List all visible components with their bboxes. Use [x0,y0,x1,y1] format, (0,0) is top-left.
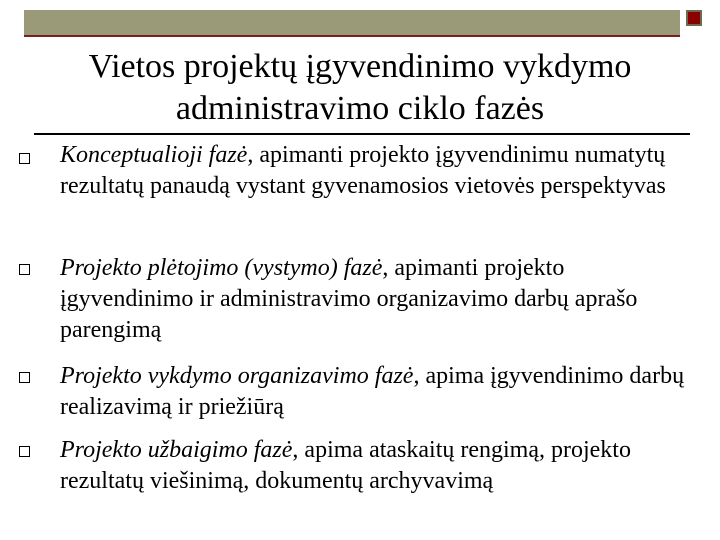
phase-name: Projekto vykdymo organizavimo fazė [60,363,414,389]
bullet-text [60,253,700,346]
bullet-text [60,140,700,202]
title-divider [34,133,690,135]
phase-name: Projekto plėtojimo (vystymo) fazė [60,255,383,281]
slide-title [40,46,680,130]
phase-description: , apimanti projekto įgyvendinimo ir administravimo organizavimo darbų aprašo parengimą [60,255,638,343]
square-bullet-icon [19,264,30,275]
square-bullet-icon [19,153,30,164]
bullet-text [60,435,700,497]
top-decor-bar [24,10,680,37]
bullet-text [60,361,700,423]
phase-description: , apimanti projekto įgyvendinimu numatytų rezultatų panaudą vystant gyvenamosios vietovės perspektyvas [60,142,666,199]
phase-description: , apima ataskaitų rengimą, projekto rezultatų viešinimą, dokumentų archyvavimą [60,437,631,494]
phase-name: Konceptualioji fazė [60,142,248,168]
square-bullet-icon [19,446,30,457]
corner-decor-square [686,10,702,26]
title-line-1: Vietos projektų įgyvendinimo vykdymo [88,48,632,85]
square-bullet-icon [19,372,30,383]
phase-description: , apima įgyvendinimo darbų realizavimą ir priežiūrą [60,363,685,420]
title-line-2: administravimo ciklo fazės [175,90,545,127]
phase-name: Projekto užbaigimo fazė [60,437,293,463]
